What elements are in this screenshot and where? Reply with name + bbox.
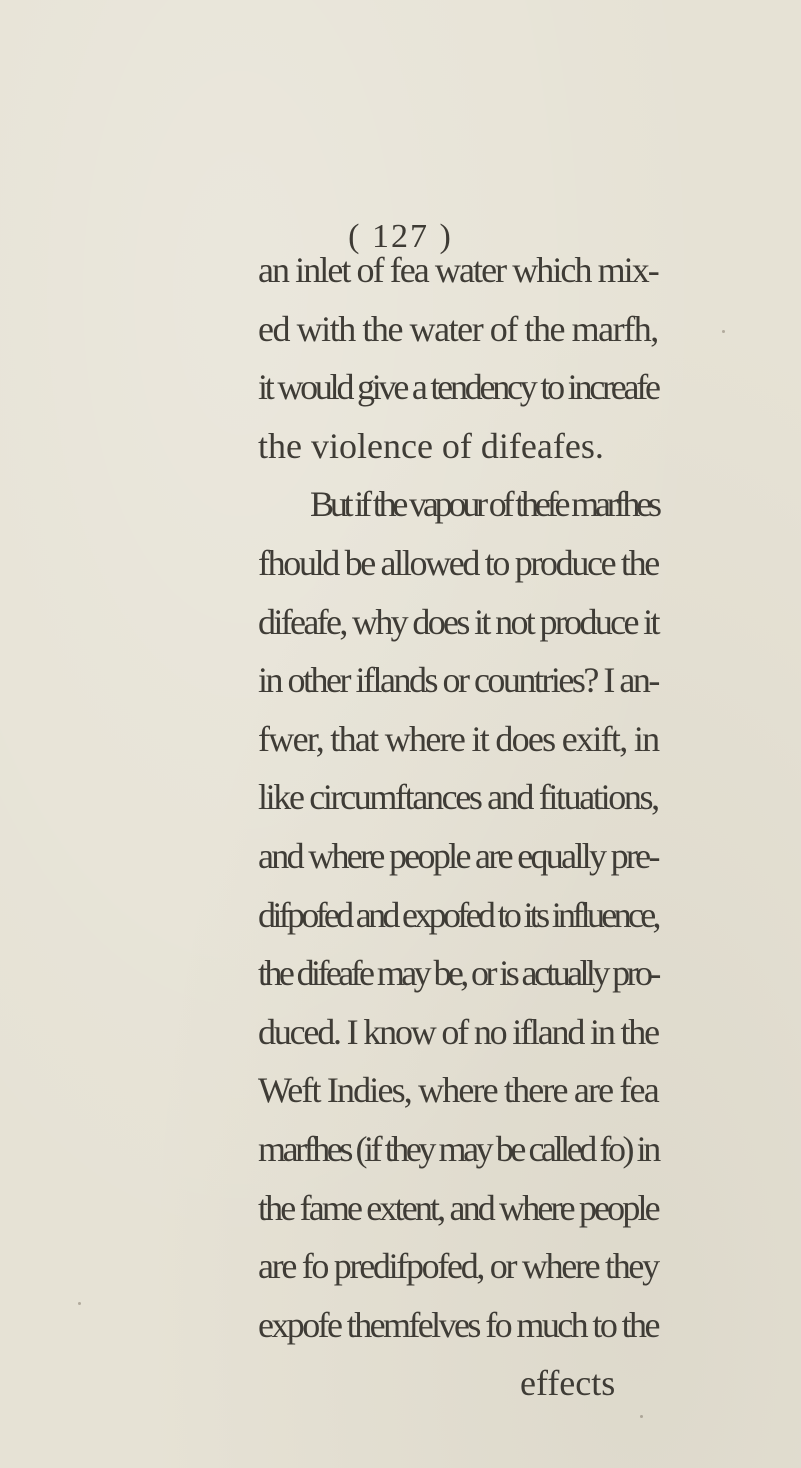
text-line: fhould be allowed to produce the <box>258 543 658 583</box>
paper-speck <box>722 330 725 333</box>
text-line: difpofed and expofed to its influence, <box>258 894 658 935</box>
text-line: fwer, that where it does exift, in <box>258 718 659 759</box>
paper-speck <box>640 1415 643 1418</box>
text-line: duced. I know of no ifland in the <box>258 1011 658 1052</box>
text-line: But if the vapour of thefe marfhes <box>310 484 658 525</box>
paper-speck <box>78 1302 81 1305</box>
text-line: are fo predifpofed, or where they <box>258 1246 658 1287</box>
text-line: the fame extent, and where people <box>258 1187 658 1228</box>
page-number: ( 127 ) <box>348 218 453 255</box>
catchword: effects <box>520 1363 616 1404</box>
text-line: marfhes (if they may be called fo) in <box>258 1129 658 1169</box>
text-line: Weft Indies, where there are fea <box>258 1070 658 1111</box>
text-line: difeafe, why does it not produce it <box>258 601 658 642</box>
text-line: an inlet of fea water which mix- <box>258 250 658 290</box>
text-line: ed with the water of the marfh, <box>258 308 658 349</box>
text-line: expofe themfelves fo much to the <box>258 1304 658 1345</box>
text-line: in other iflands or countries? I an- <box>258 660 658 701</box>
text-line: like circumftances and fituations, <box>258 777 658 818</box>
text-line: it would give a tendency to increafe <box>258 367 658 408</box>
text-line: the violence of difeafes. <box>258 425 604 466</box>
text-line: and where people are equally pre- <box>258 836 658 876</box>
text-line: the difeafe may be, or is actually pro- <box>258 953 658 994</box>
